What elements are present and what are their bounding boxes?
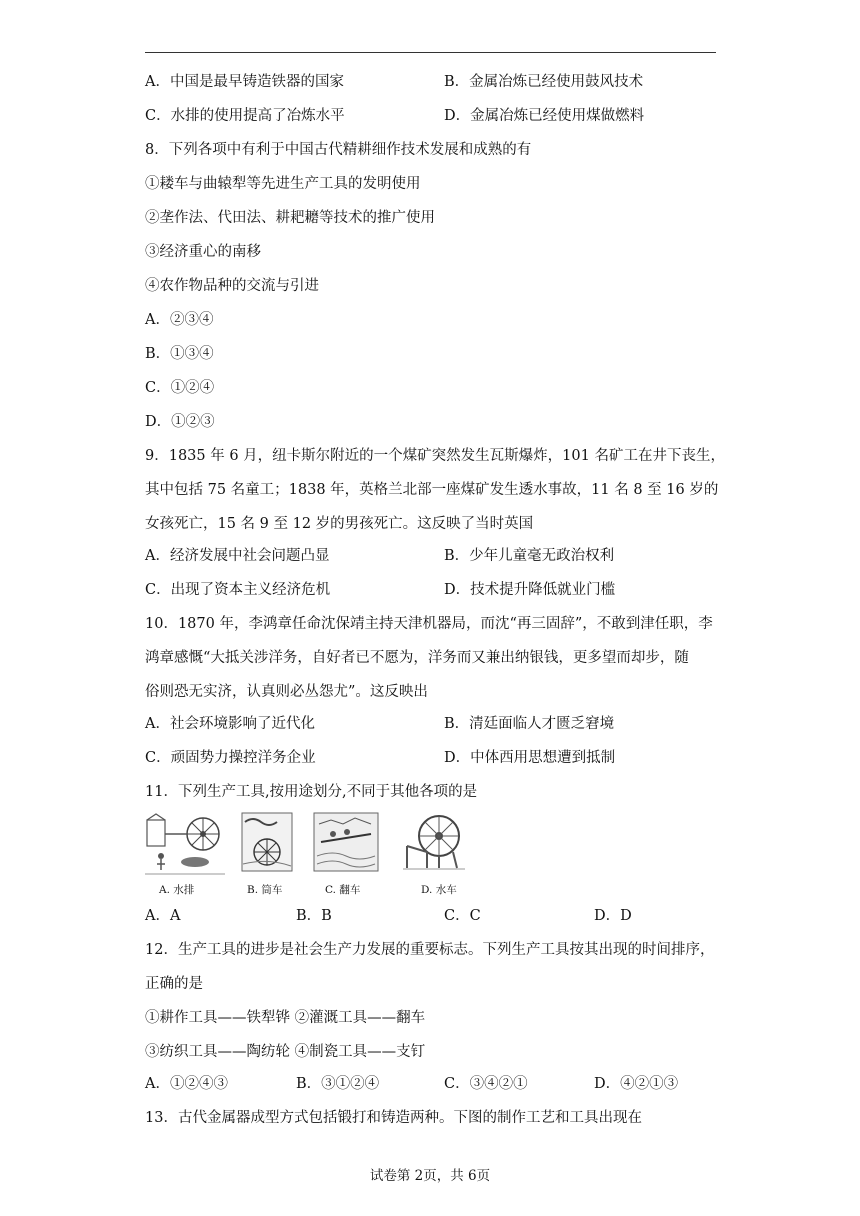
q12-option-d: D．④②①③ [594, 1076, 679, 1092]
q7-option-c: C．水排的使用提高了冶炼水平 [145, 108, 345, 124]
header-rule [145, 52, 716, 53]
q8-item-4: ④农作物品种的交流与引进 [145, 278, 319, 294]
q11-option-a: A．A [145, 908, 181, 924]
q8-option-a: A．②③④ [145, 312, 214, 328]
q9-stem-line-2: 其中包括 75 名童工；1838 年，英格兰北部一座煤矿发生透水事故，11 名 8 至 16 岁的 [145, 482, 719, 498]
q12-item-line-2: ③纺织工具——陶纺轮 ④制瓷工具——支钉 [145, 1044, 426, 1060]
q10-option-c: C．顽固势力操控洋务企业 [145, 750, 316, 766]
q10-stem-line-1: 10．1870 年，李鸿章任命沈保靖主持天津机器局，而沈“再三固辞”，不敢到津任职，李 [145, 616, 713, 632]
q12-option-c: C．③④②① [444, 1076, 528, 1092]
q7-option-a: A．中国是最早铸造铁器的国家 [145, 74, 344, 90]
q9-option-d: D．技术提升降低就业门槛 [444, 582, 616, 598]
q7-option-d: D．金属冶炼已经使用煤做燃料 [444, 108, 645, 124]
q8-stem: 8．下列各项中有利于中国古代精耕细作技术发展和成熟的有 [145, 142, 532, 158]
q7-option-b: B．金属冶炼已经使用鼓风技术 [444, 74, 644, 90]
q11-option-d: D．D [594, 908, 632, 924]
page-footer: 试卷第 2页，共 6页 [369, 1168, 491, 1184]
q9-option-c: C．出现了资本主义经济危机 [145, 582, 331, 598]
caption-b: B. 筒车 [247, 884, 283, 896]
tube-wheel-illustration [241, 812, 293, 872]
q9-option-b: B．少年儿童毫无政治权利 [444, 548, 615, 564]
q8-option-c: C．①②④ [145, 380, 215, 396]
q8-option-d: D．①②③ [145, 414, 215, 430]
q10-stem-line-3: 俗则恐无实济，认真则必丛怨尤”。这反映出 [145, 684, 428, 700]
q9-option-a: A．经济发展中社会问题凸显 [145, 548, 330, 564]
spinning-wheel-illustration [403, 812, 465, 872]
q10-stem-line-2: 鸿章感慨“大抵关涉洋务，自好者已不愿为，洋务而又兼出纳银钱，更多望而却步，随 [145, 650, 689, 666]
q11-stem: 11．下列生产工具,按用途划分,不同于其他各项的是 [145, 784, 478, 800]
q8-item-3: ③经济重心的南移 [145, 244, 261, 260]
chain-pump-illustration [313, 812, 379, 872]
water-bellows-illustration [145, 812, 225, 878]
q8-item-1: ①耧车与曲辕犁等先进生产工具的发明使用 [145, 176, 421, 192]
q12-item-line-1: ①耕作工具——铁犁铧 ②灌溉工具——翻车 [145, 1010, 426, 1026]
caption-c: C. 翻车 [325, 884, 361, 896]
q13-stem: 13．古代金属器成型方式包括锻打和铸造两种。下图的制作工艺和工具出现在 [145, 1110, 642, 1126]
caption-d: D. 水车 [421, 884, 457, 896]
q12-stem-line-1: 12．生产工具的进步是社会生产力发展的重要标志。下列生产工具按其出现的时间排序， [145, 942, 715, 958]
q8-option-b: B．①③④ [145, 346, 214, 362]
q10-option-b: B．清廷面临人才匮乏窘境 [444, 716, 615, 732]
q12-option-b: B．③①②④ [296, 1076, 380, 1092]
q9-stem-line-3: 女孩死亡，15 名 9 至 12 岁的男孩死亡。这反映了当时英国 [145, 516, 534, 532]
q11-option-b: B．B [296, 908, 332, 924]
q11-figure [145, 812, 475, 898]
q10-option-d: D．中体西用思想遭到抵制 [444, 750, 616, 766]
caption-a: A. 水排 [159, 884, 195, 896]
q10-option-a: A．社会环境影响了近代化 [145, 716, 315, 732]
q12-option-a: A．①②④③ [145, 1076, 228, 1092]
q9-stem-line-1: 9．1835 年 6 月，纽卡斯尔附近的一个煤矿突然发生瓦斯爆炸，101 名矿工在井下丧生， [145, 448, 725, 464]
q11-option-c: C．C [444, 908, 481, 924]
q12-stem-line-2: 正确的是 [145, 976, 203, 992]
q8-item-2: ②垄作法、代田法、耕耙耱等技术的推广使用 [145, 210, 435, 226]
